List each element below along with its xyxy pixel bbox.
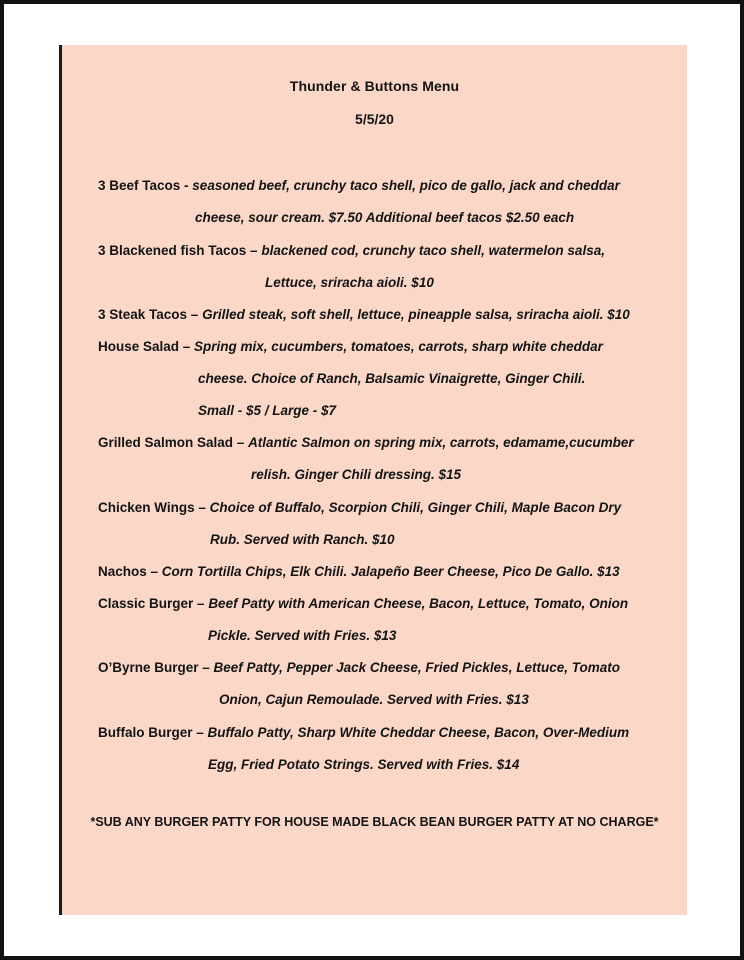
item-name: O’Byrne Burger – (98, 660, 214, 675)
menu-item-beef-tacos (98, 176, 620, 196)
item-description-continued: Egg, Fried Potato Strings. Served with Fries. $14 (208, 757, 520, 772)
item-description: Atlantic Salmon on spring mix, carrots, edamame,cucumber (248, 435, 634, 450)
item-description: Corn Tortilla Chips, Elk Chili. Jalapeño Beer Cheese, Pico De Gallo. $13 (161, 564, 620, 579)
item-description: Choice of Buffalo, Scorpion Chili, Ginger Chili, Maple Bacon Dry (209, 500, 622, 515)
item-description-continued: Pickle. Served with Fries. $13 (208, 628, 397, 643)
menu-item-obyrne-burger (98, 658, 620, 678)
menu-item-classic-burger (98, 594, 628, 614)
item-description: Buffalo Patty, Sharp White Cheddar Cheese, Bacon, Over-Medium (207, 725, 630, 740)
item-description-continued: Rub. Served with Ranch. $10 (210, 532, 395, 547)
item-description-continued: relish. Ginger Chili dressing. $15 (251, 467, 462, 482)
menu-item-steak-tacos (98, 305, 630, 325)
item-name: 3 Blackened fish Tacos – (98, 243, 262, 258)
item-name: 3 Beef Tacos - (98, 178, 193, 193)
item-description-continued: cheese, sour cream. $7.50 Additional beef tacos $2.50 each (195, 210, 575, 225)
item-description-continued: cheese. Choice of Ranch, Balsamic Vinaigrette, Ginger Chili. (198, 371, 586, 386)
menu-date: 5/5/20 (355, 111, 394, 127)
menu-footnote: *SUB ANY BURGER PATTY FOR HOUSE MADE BLACK BEAN BURGER PATTY AT NO CHARGE* (90, 815, 659, 829)
item-name: 3 Steak Tacos – (98, 307, 203, 322)
item-description-continued: Onion, Cajun Remoulade. Served with Fries. $13 (219, 692, 529, 707)
menu-item-chicken-wings (98, 498, 621, 518)
item-name: Chicken Wings – (98, 500, 210, 515)
item-description-continued: Lettuce, sriracha aioli. $10 (265, 275, 434, 290)
item-description: Beef Patty with American Cheese, Bacon, Lettuce, Tomato, Onion (208, 596, 629, 611)
menu-item-buffalo-burger (98, 723, 629, 743)
item-price-sizes: Small - $5 / Large - $7 (198, 403, 337, 418)
item-name: Nachos – (98, 564, 162, 579)
menu-item-fish-tacos (98, 241, 605, 261)
menu-item-salmon-salad (98, 433, 634, 453)
item-description: seasoned beef, crunchy taco shell, pico de gallo, jack and cheddar (192, 178, 620, 193)
menu-item-nachos (98, 562, 620, 582)
menu-paper (59, 45, 687, 915)
item-description: blackened cod, crunchy taco shell, watermelon salsa, (261, 243, 605, 258)
item-name: Grilled Salmon Salad – (98, 435, 249, 450)
item-name: House Salad – (98, 339, 195, 354)
item-name: Classic Burger – (98, 596, 209, 611)
item-description: Spring mix, cucumbers, tomatoes, carrots, sharp white cheddar (194, 339, 603, 354)
item-name: Buffalo Burger – (98, 725, 208, 740)
item-description: Grilled steak, soft shell, lettuce, pineapple salsa, sriracha aioli. $10 (202, 307, 630, 322)
menu-title: Thunder & Buttons Menu (289, 78, 460, 94)
item-description: Beef Patty, Pepper Jack Cheese, Fried Pickles, Lettuce, Tomato (213, 660, 620, 675)
menu-item-house-salad (98, 337, 603, 357)
